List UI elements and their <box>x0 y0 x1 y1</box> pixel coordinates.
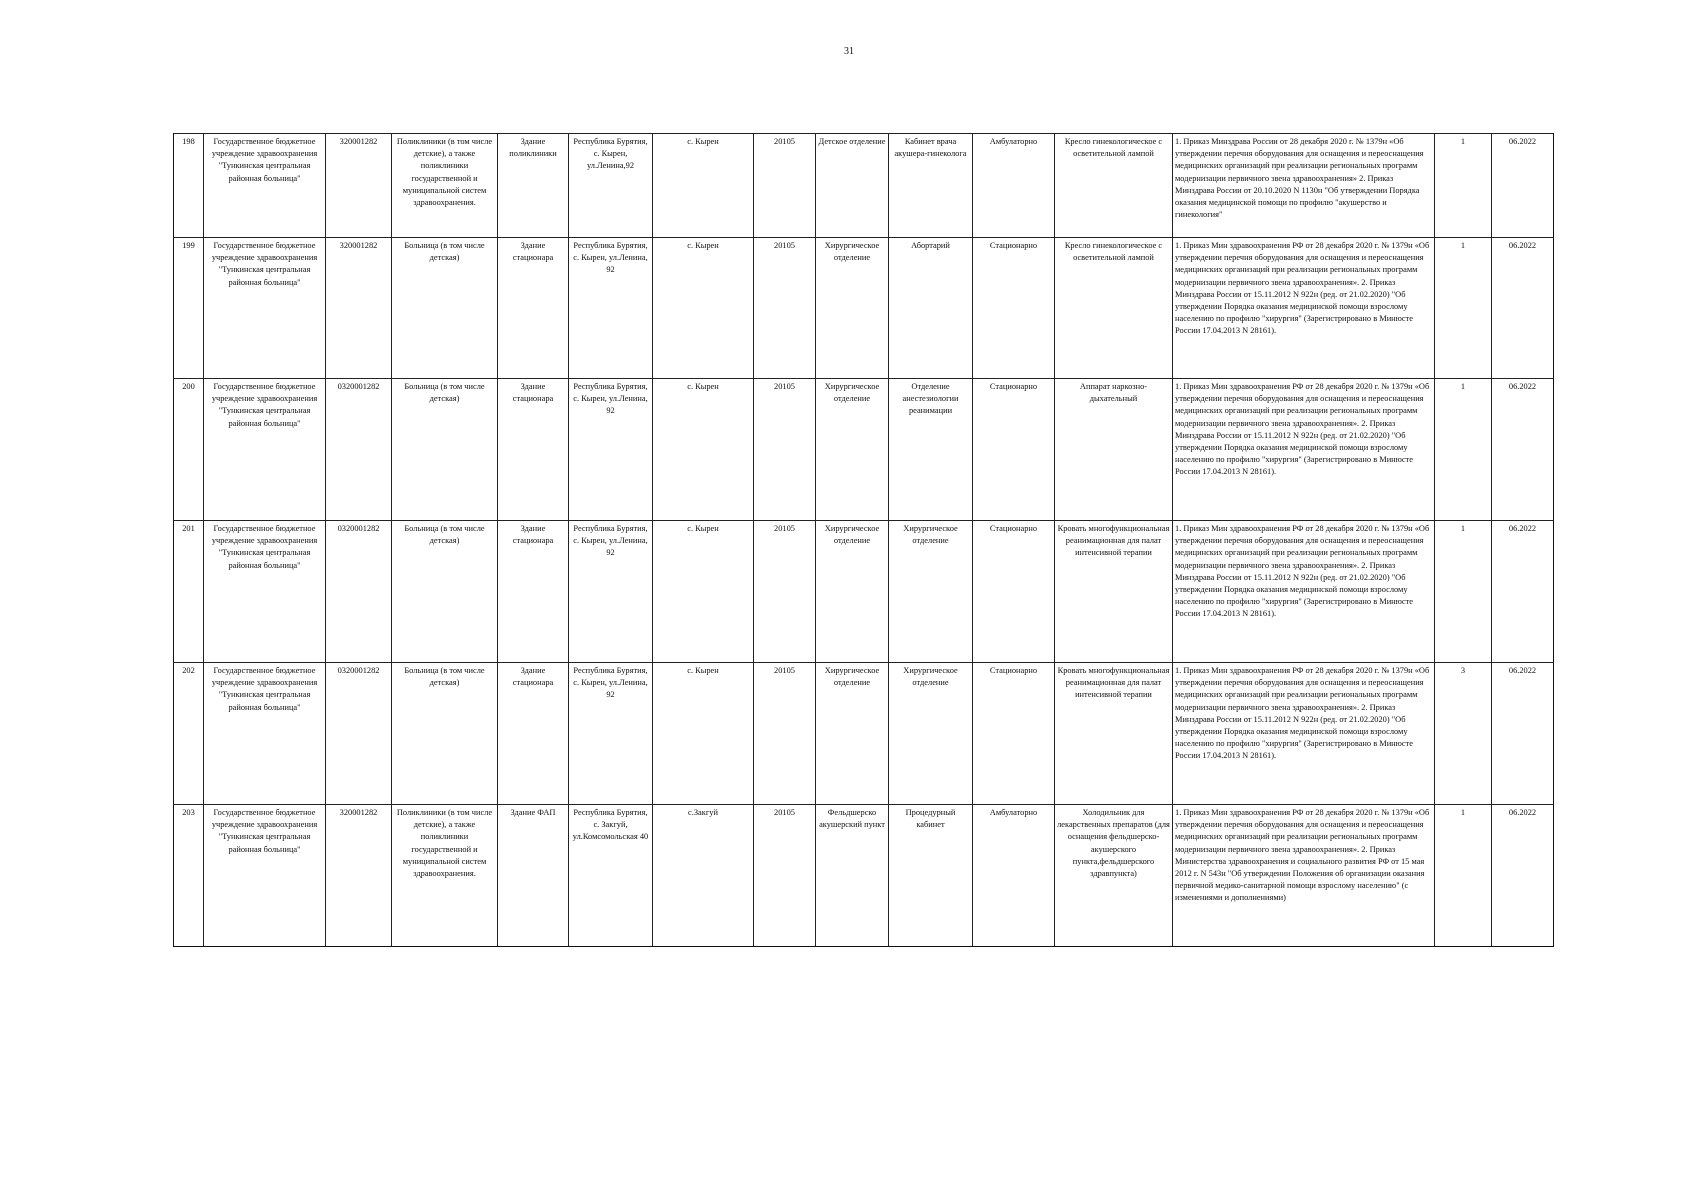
legal-basis: 1. Приказ Мин здравоохранения РФ от 28 декабря 2020 г. № 1379н «Об утверждении перечня оборудования для оснащения и переоснащения медицинских организаций при реализации региональных программ модернизации первичного звена здравоохранения». 2. Приказ Минздрава России от 15.11.2012 N 922н (ред. от 21.02.2020) "Об утверждении Порядка оказания медицинской помощи взрослому населению по профилю "хирургия" (Зарегистрировано в Минюсте России 17.04.2013 N 28161). <box>1173 238 1435 379</box>
table-row <box>174 521 1554 663</box>
legal-basis: 1. Приказ Мин здравоохранения РФ от 28 декабря 2020 г. № 1379н «Об утверждении перечня оборудования для оснащения и переоснащения медицинских организаций при реализации региональных программ модернизации первичного звена здравоохранения». 2. Приказ Минздрава России от 15.11.2012 N 922н (ред. от 21.02.2020) "Об утверждении Порядка оказания медицинской помощи взрослому населению по профилю "хирургия" (Зарегистрировано в Минюсте России 17.04.2013 N 28161). <box>1173 663 1435 805</box>
address: Республика Бурятия, с. Кырен, ул.Ленина, 92 <box>569 379 653 521</box>
address: Республика Бурятия, с. Кырен, ул.Ленина, 92 <box>569 663 653 805</box>
legal-basis: 1. Приказ Мин здравоохранения РФ от 28 декабря 2020 г. № 1379н «Об утверждении перечня оборудования для оснащения и переоснащения медицинских организаций при реализации региональных программ модернизации первичного звена здравоохранения». 2. Приказ Минздрава России от 15.11.2012 N 922н (ред. от 21.02.2020) "Об утверждении Порядка оказания медицинской помощи взрослому населению по профилю "хирургия" (Зарегистрировано в Минюсте России 17.04.2013 N 28161). <box>1173 379 1435 521</box>
organization-name: Государственное бюджетное учреждение здравоохранения "Тункинская центральная районная больница" <box>204 379 326 521</box>
department: Хирургическое отделение <box>816 379 889 521</box>
delivery-date: 06.2022 <box>1492 805 1554 947</box>
locality: с.Закгуй <box>653 805 754 947</box>
quantity: 1 <box>1435 379 1492 521</box>
facility-type: Больница (в том числе детская) <box>392 521 498 663</box>
department: Хирургическое отделение <box>816 521 889 663</box>
organization-code: 320001282 <box>326 805 392 947</box>
row-number: 202 <box>174 663 204 805</box>
room: Абортарий <box>889 238 973 379</box>
building-name: Здание стационара <box>498 238 569 379</box>
row-number: 201 <box>174 521 204 663</box>
building-name: Здание ФАП <box>498 805 569 947</box>
organization-name: Государственное бюджетное учреждение здравоохранения "Тункинская центральная районная больница" <box>204 805 326 947</box>
locality: с. Кырен <box>653 238 754 379</box>
building-name: Здание стационара <box>498 379 569 521</box>
building-name: Здание стационара <box>498 521 569 663</box>
address: Республика Бурятия, с. Закгуй, ул.Комсомольская 40 <box>569 805 653 947</box>
page-number: 31 <box>844 46 854 57</box>
equipment-name: Кровать многофункциональная реанимационная для палат интенсивной терапии <box>1055 521 1173 663</box>
table-row <box>174 238 1554 379</box>
facility-type: Поликлиники (в том числе детские), а также поликлиники государственной и муниципальной систем здравоохранения. <box>392 805 498 947</box>
okato-code: 20105 <box>754 238 816 379</box>
quantity: 1 <box>1435 134 1492 238</box>
building-name: Здание поликлиники <box>498 134 569 238</box>
equipment-name: Аппарат наркозно-дыхательный <box>1055 379 1173 521</box>
locality: с. Кырен <box>653 521 754 663</box>
row-number: 203 <box>174 805 204 947</box>
delivery-date: 06.2022 <box>1492 134 1554 238</box>
facility-type: Больница (в том числе детская) <box>392 663 498 805</box>
quantity: 1 <box>1435 805 1492 947</box>
care-form: Амбулаторно <box>973 134 1055 238</box>
organization-name: Государственное бюджетное учреждение здравоохранения "Тункинская центральная районная больница" <box>204 134 326 238</box>
care-form: Стационарно <box>973 663 1055 805</box>
organization-code: 0320001282 <box>326 379 392 521</box>
address: Республика Бурятия, с. Кырен, ул.Ленина, 92 <box>569 238 653 379</box>
equipment-registry-table <box>173 133 1554 947</box>
locality: с. Кырен <box>653 379 754 521</box>
okato-code: 20105 <box>754 379 816 521</box>
care-form: Стационарно <box>973 238 1055 379</box>
department: Хирургическое отделение <box>816 663 889 805</box>
equipment-name: Холодильник для лекарственных препаратов (для оснащения фельдшерско-акушерского пункта,фельдшерского здравпункта) <box>1055 805 1173 947</box>
okato-code: 20105 <box>754 134 816 238</box>
room: Отделение анестезиологии реанимации <box>889 379 973 521</box>
delivery-date: 06.2022 <box>1492 663 1554 805</box>
organization-code: 320001282 <box>326 238 392 379</box>
legal-basis: 1. Приказ Минздрава России от 28 декабря 2020 г. № 1379н «Об утверждении перечня оборудования для оснащения и переоснащения медицинских организаций при реализации региональных программ модернизации первичного звена здравоохранения» 2. Приказ Минздрава России от 20.10.2020 N 1130н "Об утверждении Порядка оказания медицинской помощи по профилю "акушерство и гинекология" <box>1173 134 1435 238</box>
table-row <box>174 134 1554 238</box>
address: Республика Бурятия, с. Кырен, ул.Ленина,92 <box>569 134 653 238</box>
okato-code: 20105 <box>754 805 816 947</box>
delivery-date: 06.2022 <box>1492 521 1554 663</box>
room: Хирургическое отделение <box>889 663 973 805</box>
organization-code: 0320001282 <box>326 521 392 663</box>
row-number: 198 <box>174 134 204 238</box>
care-form: Стационарно <box>973 379 1055 521</box>
facility-type: Больница (в том числе детская) <box>392 238 498 379</box>
care-form: Амбулаторно <box>973 805 1055 947</box>
table-row <box>174 379 1554 521</box>
legal-basis: 1. Приказ Мин здравоохранения РФ от 28 декабря 2020 г. № 1379н «Об утверждении перечня оборудования для оснащения и переоснащения медицинских организаций при реализации региональных программ модернизации первичного звена здравоохранения». 2. Приказ Минздрава России от 15.11.2012 N 922н (ред. от 21.02.2020) "Об утверждении Порядка оказания медицинской помощи взрослому населению по профилю "хирургия" (Зарегистрировано в Минюсте России 17.04.2013 N 28161). <box>1173 521 1435 663</box>
row-number: 199 <box>174 238 204 379</box>
room: Процедурный кабинет <box>889 805 973 947</box>
okato-code: 20105 <box>754 521 816 663</box>
locality: с. Кырен <box>653 134 754 238</box>
organization-name: Государственное бюджетное учреждение здравоохранения "Тункинская центральная районная больница" <box>204 521 326 663</box>
quantity: 1 <box>1435 521 1492 663</box>
room: Хирургическое отделение <box>889 521 973 663</box>
quantity: 3 <box>1435 663 1492 805</box>
care-form: Стационарно <box>973 521 1055 663</box>
quantity: 1 <box>1435 238 1492 379</box>
equipment-name: Кресло гинекологическое с осветительной лампой <box>1055 134 1173 238</box>
locality: с. Кырен <box>653 663 754 805</box>
delivery-date: 06.2022 <box>1492 238 1554 379</box>
department: Детское отделение <box>816 134 889 238</box>
building-name: Здание стационара <box>498 663 569 805</box>
organization-code: 320001282 <box>326 134 392 238</box>
okato-code: 20105 <box>754 663 816 805</box>
table-row <box>174 663 1554 805</box>
organization-name: Государственное бюджетное учреждение здравоохранения "Тункинская центральная районная больница" <box>204 663 326 805</box>
legal-basis: 1. Приказ Мин здравоохранения РФ от 28 декабря 2020 г. № 1379н «Об утверждении перечня оборудования для оснащения и переоснащения медицинских организаций при реализации региональных программ модернизации первичного звена здравоохранения». 2. Приказ Министерства здравоохранения и социального развития РФ от 15 мая 2012 г. N 543н "Об утверждении Положения об организации оказания первичной медико-санитарной помощи взрослому населению" (с изменениями и дополнениями) <box>1173 805 1435 947</box>
row-number: 200 <box>174 379 204 521</box>
address: Республика Бурятия, с. Кырен, ул.Ленина, 92 <box>569 521 653 663</box>
equipment-name: Кровать многофункциональная реанимационная для палат интенсивной терапии <box>1055 663 1173 805</box>
department: Хирургическое отделение <box>816 238 889 379</box>
delivery-date: 06.2022 <box>1492 379 1554 521</box>
table-row <box>174 805 1554 947</box>
organization-name: Государственное бюджетное учреждение здравоохранения "Тункинская центральная районная больница" <box>204 238 326 379</box>
equipment-name: Кресло гинекологическое с осветительной лампой <box>1055 238 1173 379</box>
facility-type: Поликлиники (в том числе детские), а также поликлиники государственной и муниципальной систем здравоохранения. <box>392 134 498 238</box>
facility-type: Больница (в том числе детская) <box>392 379 498 521</box>
organization-code: 0320001282 <box>326 663 392 805</box>
room: Кабинет врача акушера-гинеколога <box>889 134 973 238</box>
department: Фельдшерско акушерский пункт <box>816 805 889 947</box>
